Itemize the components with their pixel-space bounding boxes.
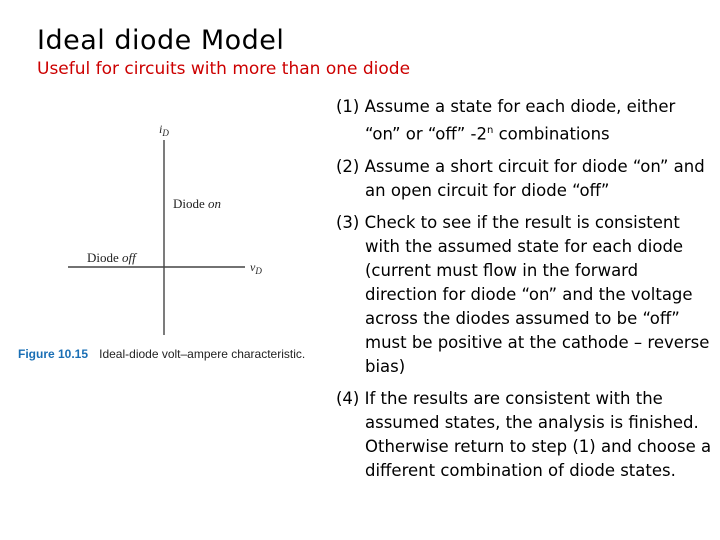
slide-title: Ideal diode Model bbox=[37, 25, 285, 56]
step-1: (1) Assume a state for each diode, either “on” or “off” -2$^n$ combinations bbox=[336, 97, 676, 144]
diode-on-label: Diode on bbox=[173, 196, 222, 211]
figure-caption bbox=[18, 343, 305, 362]
step-2: (2) Assume a short circuit for diode “on” and an open circuit for diode “off” bbox=[336, 156, 705, 200]
voltage-axis-label: $v_D$ bbox=[250, 260, 262, 276]
step-4: (4) If the results are consistent with the assumed states, the analysis is finished. Otherwise return to step (1) and choose a different combination of diode states. bbox=[336, 388, 712, 480]
current-axis-label: $i_D$ bbox=[159, 122, 169, 138]
step-1-superscript: n bbox=[486, 125, 494, 136]
figure-number: Figure 10.15 bbox=[18, 347, 89, 361]
figure-caption-text: Ideal-diode volt–ampere characteristic. bbox=[99, 347, 306, 361]
step-3: (3) Check to see if the result is consistent with the assumed state for each diode (current must flow in the forward direction for diode “on” and the voltage across the diodes assumed to be “off” must be positive at the cathode – reverse bias) bbox=[336, 212, 710, 376]
analysis-steps-list bbox=[336, 95, 714, 491]
slide-subtitle: Useful for circuits with more than one diode bbox=[37, 59, 411, 79]
diode-off-label: Diode off bbox=[87, 250, 136, 265]
ideal-diode-characteristic-figure bbox=[0, 110, 330, 370]
